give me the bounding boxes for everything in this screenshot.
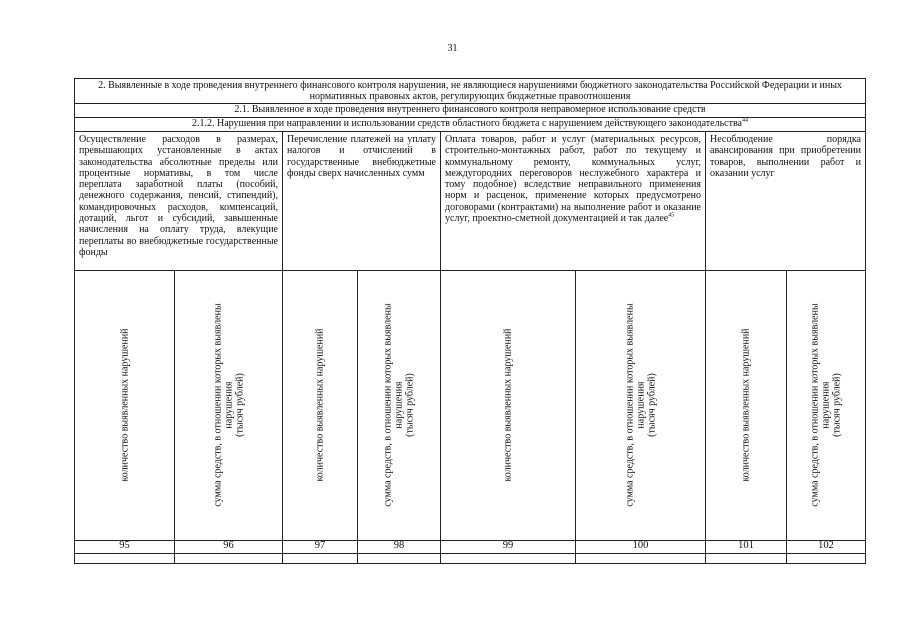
violation-group-1 <box>74 132 282 270</box>
column-header-amount-text: сумма средств, в отношении которых выявлены нарушения <box>212 303 234 507</box>
empty-cell <box>357 553 440 563</box>
empty-cell <box>74 553 174 563</box>
empty-cell <box>705 553 786 563</box>
column-number: 96 <box>174 540 282 553</box>
footnote-marker: 45 <box>668 212 675 219</box>
column-header-amount-unit: (тысяч рублей) <box>404 373 416 437</box>
column-header-count <box>440 270 575 540</box>
column-header-count-text: количество выявленных нарушений <box>740 328 752 482</box>
column-header-amount-unit: (тысяч рублей) <box>646 373 657 437</box>
violation-group-4 <box>705 132 866 270</box>
column-header-count <box>282 270 357 540</box>
column-header-amount <box>174 270 282 540</box>
column-header-amount <box>575 270 705 540</box>
column-number: 98 <box>357 540 440 553</box>
column-header-amount-text: сумма средств, в отношении которых выявлены нарушения <box>809 303 832 507</box>
footnote-marker: 44 <box>742 118 748 124</box>
column-header-count-text: количество выявленных нарушений <box>314 328 326 482</box>
column-number: 97 <box>282 540 357 553</box>
column-header-amount-unit: (тысяч рублей) <box>234 373 245 437</box>
empty-cell <box>282 553 357 563</box>
column-header-amount-text: сумма средств, в отношении которых выявлены нарушения <box>382 303 405 507</box>
violation-group-3 <box>440 132 705 270</box>
column-header-amount <box>786 270 866 540</box>
table-bottom-border <box>74 563 866 564</box>
violation-group-text: Осуществление расходов в размерах, превышающих установленные в актах законодательства абсолютные пределы или процентные нормативы, в том числе переплата заработной платы (пособий, денежного содержания, пенсий, стипендий), командировочных расходов, компенсаций, дотаций, льгот и субсидий, завышенные начисления на оплату труда, влекущие переплаты во внебюджетные государственные фонды <box>79 134 278 258</box>
empty-cell <box>575 553 705 563</box>
column-number: 95 <box>74 540 174 553</box>
page-number: 31 <box>447 43 458 54</box>
violation-group-text: Оплата товаров, работ и услуг (материальных ресурсов, строительно-монтажных работ, работ по текущему и коммунальному ремонту, коммунальных услуг, междугородних переговоров неслужебного характера и тому подобное) вследствие неправильного применения норм и расценок, применение которых предусмотрено договорами (контрактами) на выполнение работ и оказание услуг, проектно-сметной документацией и так далее <box>445 134 701 225</box>
empty-cell <box>174 553 282 563</box>
violation-group-2 <box>282 132 440 270</box>
empty-cell <box>786 553 866 563</box>
violation-group-text: Несоблюдение порядка авансирования при приобретении товаров, выполнении работ и оказании услуг <box>710 134 861 179</box>
empty-cell <box>440 553 575 563</box>
column-header-count <box>705 270 786 540</box>
column-header-count <box>74 270 174 540</box>
column-header-count-text: количество выявленных нарушений <box>119 328 130 482</box>
violation-group-text: Перечисление платежей на уплату налогов и отчислений в государственные внебюджетные фонды сверх начисленных сумм <box>287 134 436 179</box>
column-number: 99 <box>440 540 575 553</box>
subsection-header: 2.1. Выявленное в ходе проведения внутреннего финансового контроля неправомерное использование средств <box>74 104 866 118</box>
subsubsection-header-text: 2.1.2. Нарушения при направлении и использовании средств областного бюджета с нарушением действующего законодательства <box>191 118 742 129</box>
section-header: 2. Выявленные в ходе проведения внутреннего финансового контроля нарушения, не являющиеся нарушениями бюджетного законодательства Российской Федерации и иных нормативных правовых актов, регулирующих бюджетные правоотношения <box>74 78 866 104</box>
column-number: 102 <box>786 540 866 553</box>
column-number: 100 <box>575 540 705 553</box>
column-header-amount <box>357 270 440 540</box>
column-number: 101 <box>705 540 786 553</box>
column-header-amount-text: сумма средств, в отношении которых выявлены нарушения <box>624 303 646 507</box>
subsubsection-header <box>74 118 866 132</box>
column-header-amount-unit: (тысяч рублей) <box>831 373 843 437</box>
column-header-count-text: количество выявленных нарушений <box>502 328 514 482</box>
